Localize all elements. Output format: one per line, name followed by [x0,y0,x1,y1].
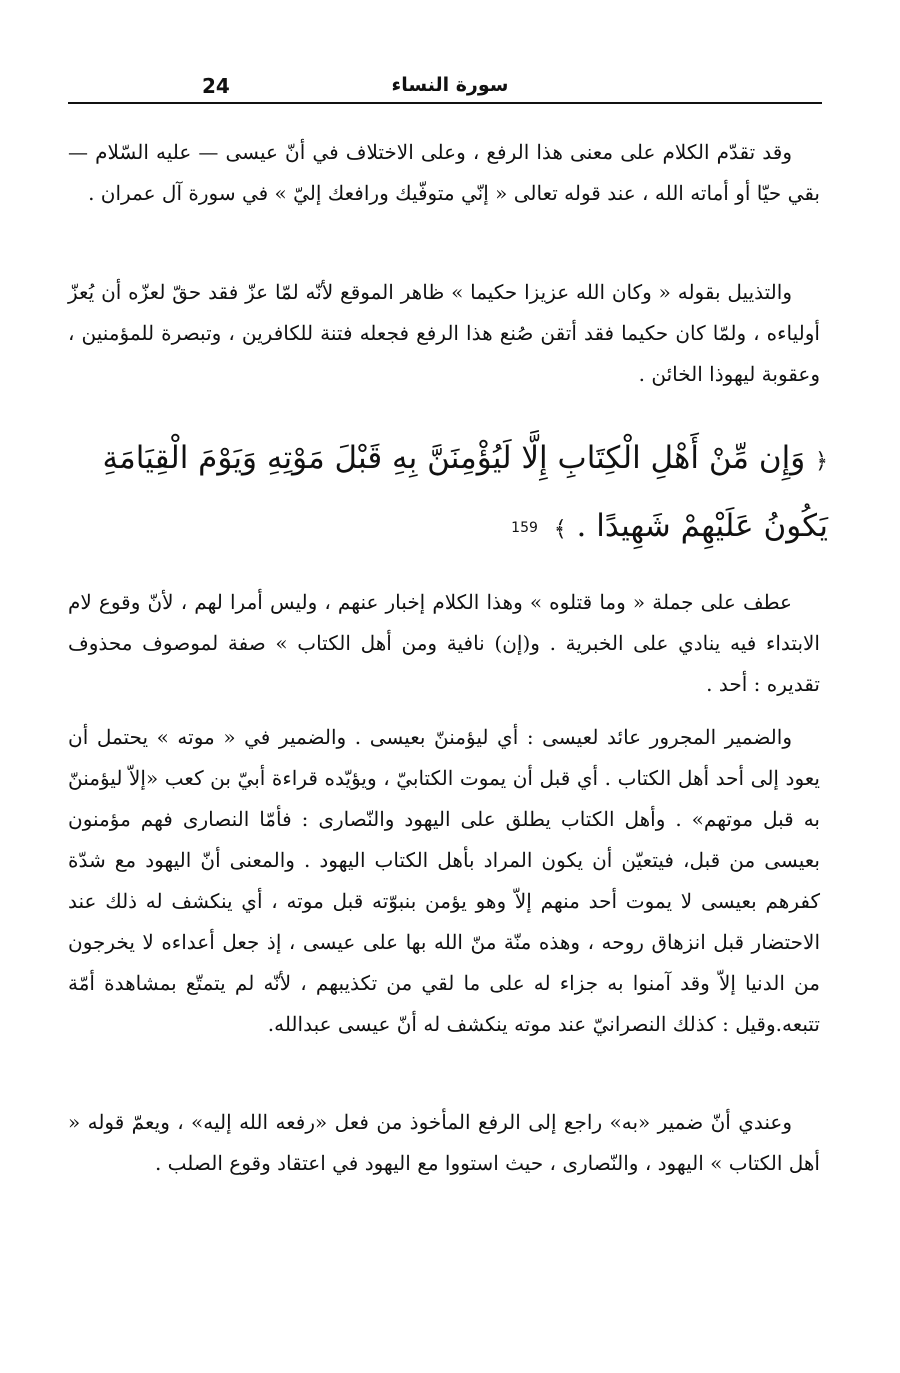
paragraph-5 [68,1102,820,1184]
paragraph-3 [68,582,820,705]
paragraph-text: وعندي أنّ ضمير «به» راجع إلى الرفع المأخوذ من فعل «رفعه الله إليه» ، ويعمّ قوله « أهل الكتاب » اليهود ، والنّصارى ، حيث استووا مع اليهود في اعتقاد وقوع الصلب . [68,1110,820,1175]
verse-text: وَإِن مِّنْ أَهْلِ الْكِتَابِ إِلَّا لَيُؤْمِنَنَّ بِهِ قَبْلَ مَوْتِهِ وَيَوْمَ الْقِيَامَةِ يَكُونُ عَلَيْهِمْ شَهِيدًا . [102,440,828,544]
quran-verse [68,426,828,562]
running-title: سورة النساء [391,74,509,96]
verse-open-mark: ﴿ [815,449,828,474]
page-header [68,70,822,104]
paragraph-2 [68,272,820,395]
paragraph-1 [68,132,820,214]
paragraph-text: والتذييل بقوله « وكان الله عزيزا حكيما » ظاهر الموقع لأنّه لمّا عزّ فقد حقّ لعزّه أن يُعزّ أولياءه ، ولمّا كان حكيما فقد أتقن صُنع هذا الرفع فجعله فتنة للكافرين ، وتبصرة للمؤمنين ، وعقوبة ليهوذا الخائن . [68,280,820,386]
paragraph-text: والضمير المجرور عائد لعيسى : أي ليؤمننّ بعيسى . والضمير في « موته » يحتمل أن يعود إلى أحد أهل الكتاب . أي قبل أن يموت الكتابيّ ، ويؤيّده قراءة أبيّ بن كعب «إلاّ ليؤمننّ به قبل موتهم» . وأهل الكتاب يطلق على اليهود والنّصارى : فأمّا النصارى فهم مؤمنون بعيسى من قبل، فيتعيّن أن يكون المراد بأهل الكتاب اليهود . والمعنى أنّ اليهود مع شدّة كفرهم بعيسى لا يموت أحد منهم إلاّ وهو يؤمن بنبوّته قبل موته ، أي ينكشف له ذلك عند الاحتضار قبل انزهاق روحه ، وهذه منّة منّ الله بها على عيسى ، إذ جعل أعداءه لا يخرجون من الدنيا إلاّ وقد آمنوا به جزاء له على ما لقي من تكذيبهم ، لأنّه لم يتمتّع بمشاهدة أمّة تتبعه.وقيل : كذلك النصرانيّ عند موته ينكشف له أنّ عيسى عبدالله. [68,725,820,1036]
page-number: 24 [202,74,230,98]
paragraph-text: وقد تقدّم الكلام على معنى هذا الرفع ، وعلى الاختلاف في أنّ عيسى — عليه السّلام — بقي حيّا أو أماته الله ، عند قوله تعالى « إنّي متوفّيك ورافعك إليّ » في سورة آل عمران . [68,140,820,205]
verse-close-mark: ﴾ [553,517,567,542]
paragraph-4 [68,717,820,1045]
paragraph-text: عطف على جملة « وما قتلوه » وهذا الكلام إخبار عنهم ، وليس أمرا لهم ، لأنّ وقوع لام الابتداء فيه ينادي على الخبرية . و(إن) نافية ومن أهل الكتاب » صفة لموصوف محذوف تقديره : أحد . [68,590,820,696]
verse-number: 159 [511,519,538,536]
